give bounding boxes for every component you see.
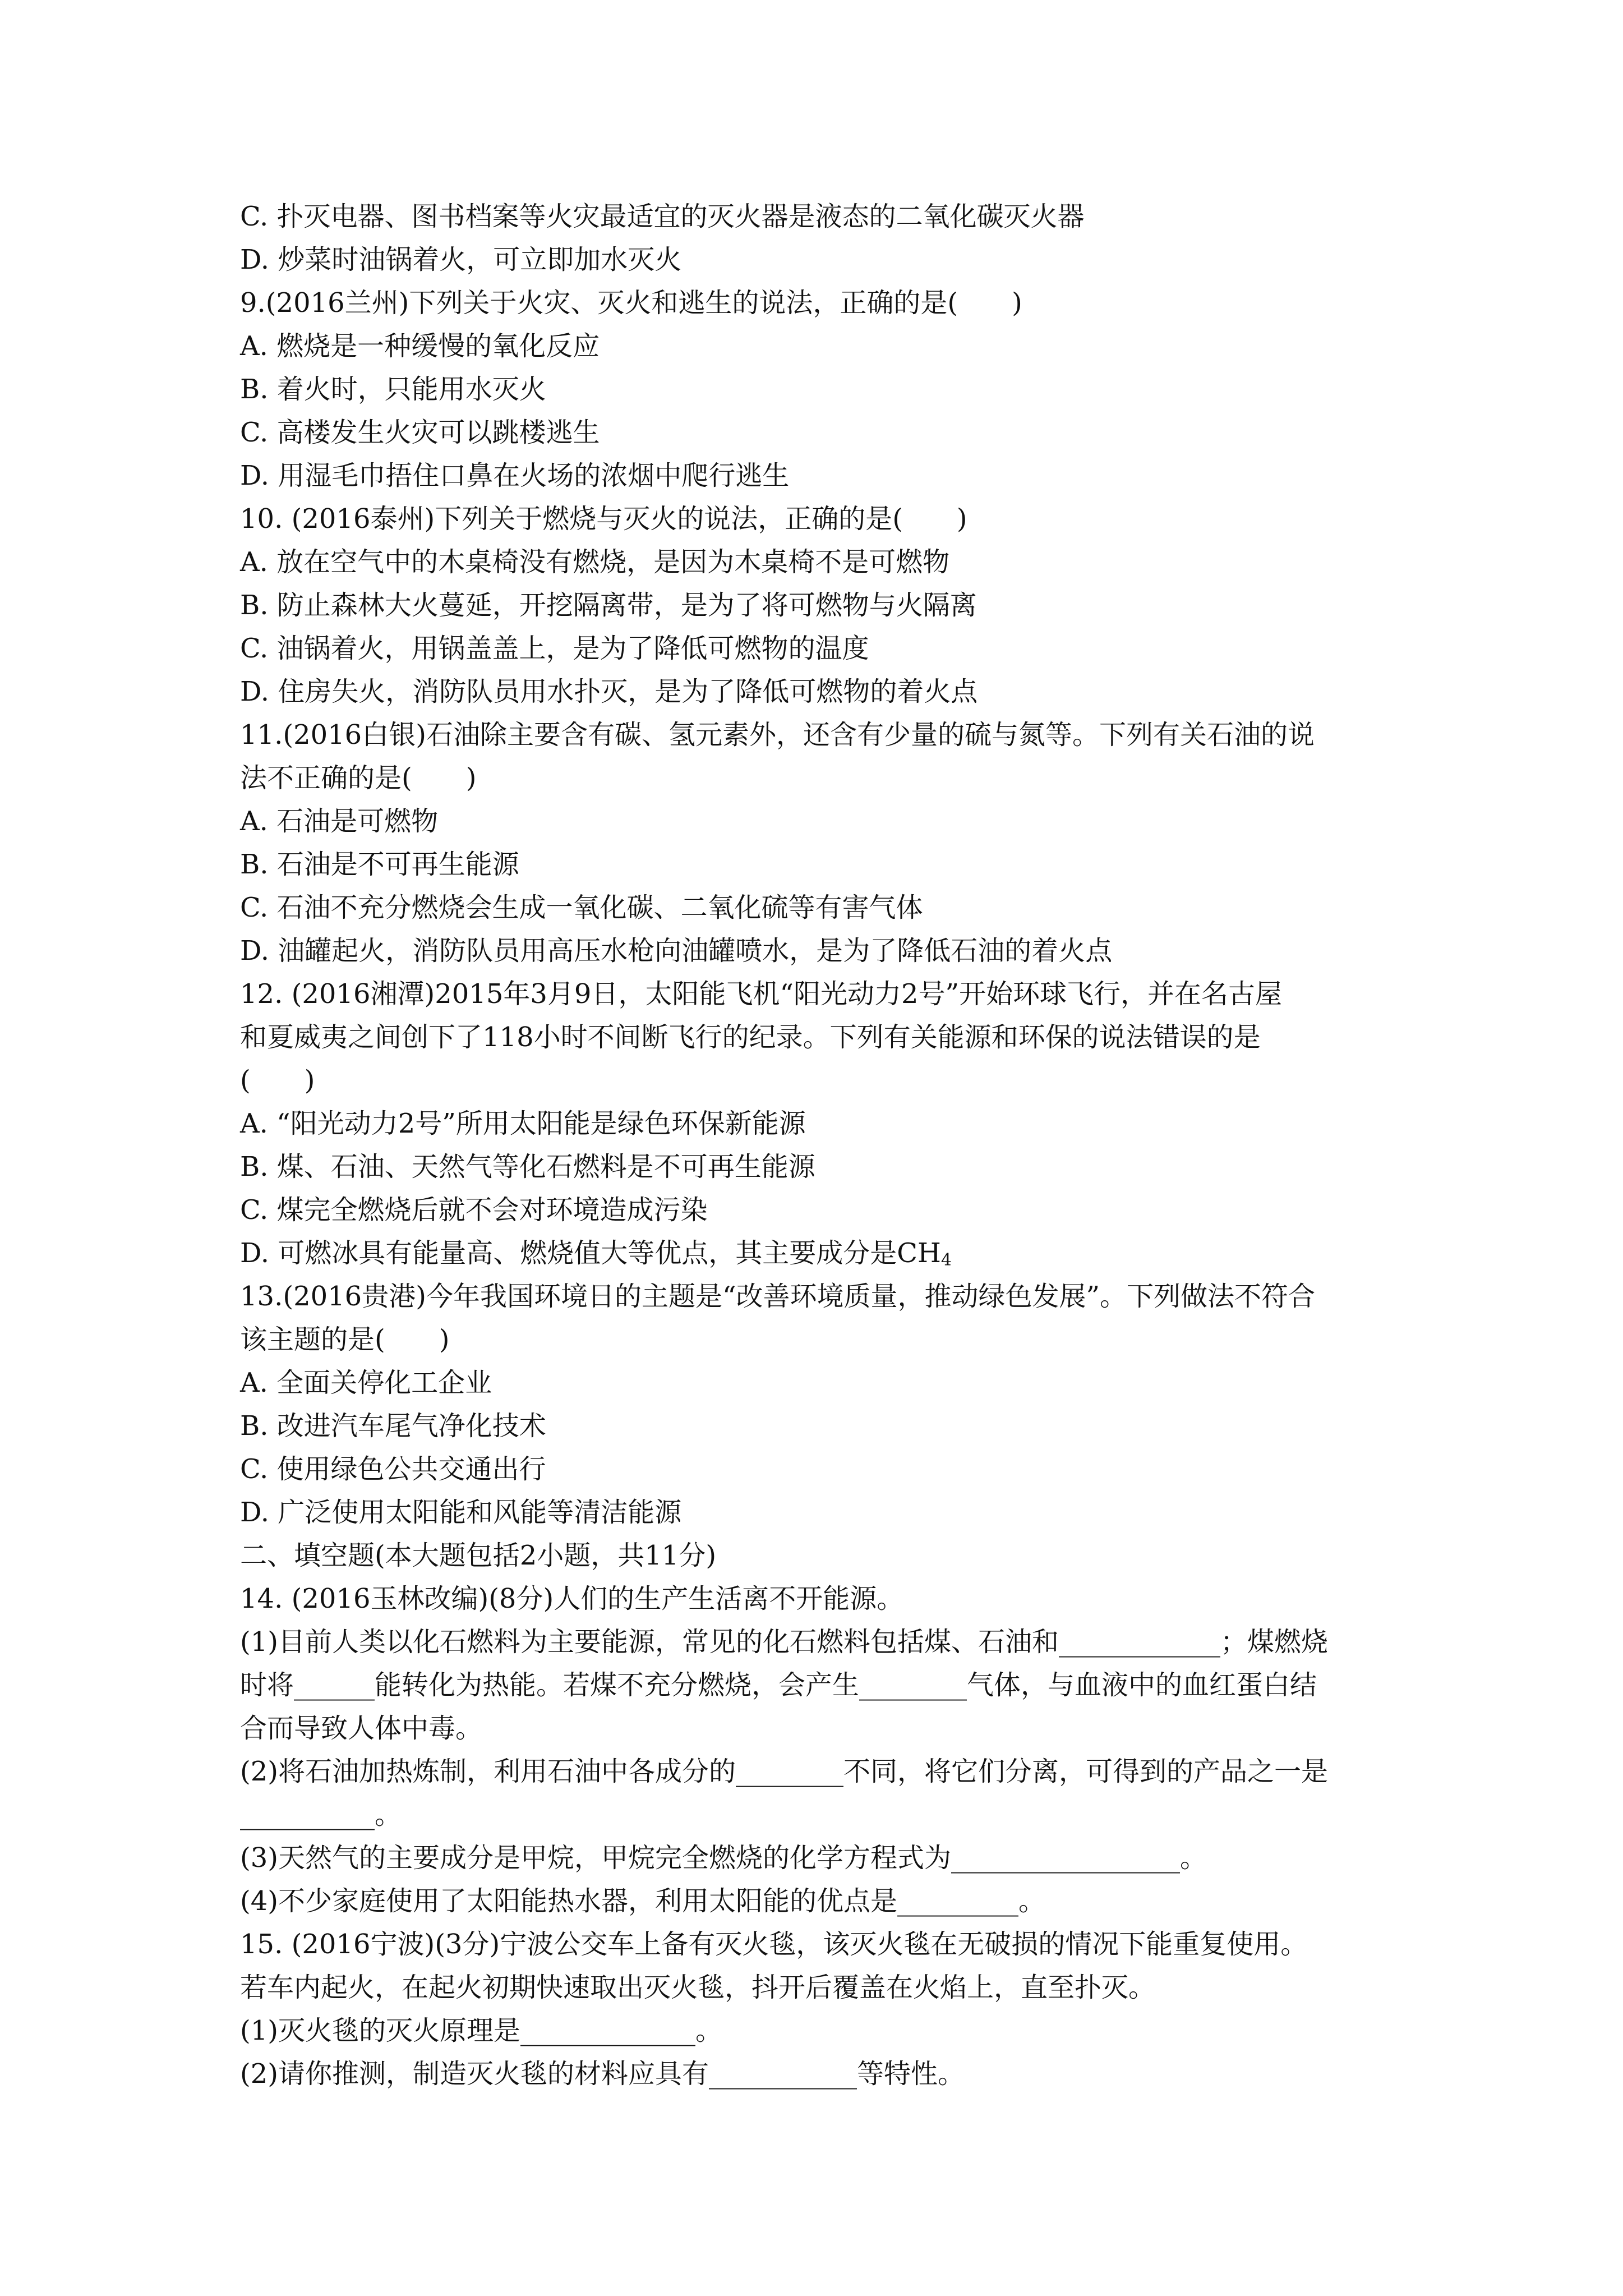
text-line: ( ) xyxy=(240,1065,315,1096)
text-line: 合而导致人体中毒。 xyxy=(240,1713,483,1744)
text-line: D. 油罐起火，消防队员用高压水枪向油罐喷水，是为了降低石油的着火点 xyxy=(240,935,1113,967)
text-line: 和夏威夷之间创下了118小时不间断飞行的纪录。下列有关能源和环保的说法错误的是 xyxy=(240,1022,1261,1053)
text-line: 11.(2016白银)石油除主要含有碳、氢元素外，还含有少量的硫与氮等。下列有关石油的说 xyxy=(240,719,1315,751)
text-line: 12. (2016湘潭)2015年3月9日，太阳能飞机“阳光动力2号”开始环球飞行，并在名古屋 xyxy=(240,978,1283,1010)
text-line: D. 用湿毛巾捂住口鼻在火场的浓烟中爬行逃生 xyxy=(240,460,790,491)
text-line: C. 扑灭电器、图书档案等火灾最适宜的灭火器是液态的二氧化碳灭火器 xyxy=(240,201,1085,232)
text-line: 该主题的是( ) xyxy=(240,1324,450,1355)
text-line: 15. (2016宁波)(3分)宁波公交车上备有灭火毯，该灭火毯在无破损的情况下能重复使用。 xyxy=(240,1929,1308,1960)
text-line: 10. (2016泰州)下列关于燃烧与灭火的说法，正确的是( ) xyxy=(240,503,967,535)
text-line: B. 石油是不可再生能源 xyxy=(240,849,519,880)
text-line: B. 改进汽车尾气净化技术 xyxy=(240,1410,546,1442)
text-line: A. 石油是可燃物 xyxy=(240,806,439,837)
text-line: C. 使用绿色公共交通出行 xyxy=(240,1453,546,1485)
text-line: A. 燃烧是一种缓慢的氧化反应 xyxy=(240,330,600,362)
text-line: D. 可燃冰具有能量高、燃烧值大等优点，其主要成分是$CH_4$ xyxy=(240,1237,952,1270)
text-line: B. 煤、石油、天然气等化石燃料是不可再生能源 xyxy=(240,1151,815,1182)
text-line: 若车内起火，在起火初期快速取出灭火毯，抖开后覆盖在火焰上，直至扑灭。 xyxy=(240,1972,1156,2003)
text-line: 二、填空题(本大题包括2小题，共11分) xyxy=(240,1540,717,1571)
text-line: 法不正确的是( ) xyxy=(240,762,477,794)
text-line: D. 炒菜时油锅着火，可立即加水灭火 xyxy=(240,244,682,275)
text-line: C. 高楼发生火灾可以跳楼逃生 xyxy=(240,417,600,448)
text-line: __________。 xyxy=(240,1799,402,1830)
text-line: D. 广泛使用太阳能和风能等清洁能源 xyxy=(240,1497,682,1528)
text-line: D. 住房失火，消防队员用水扑灭，是为了降低可燃物的着火点 xyxy=(240,676,978,707)
text-line: A. 放在空气中的木桌椅没有燃烧，是因为木桌椅不是可燃物 xyxy=(240,546,950,578)
text-line: C. 石油不充分燃烧会生成一氧化碳、二氧化硫等有害气体 xyxy=(240,892,923,923)
ch4-subscript: 4 xyxy=(940,1250,952,1270)
text-line: 时将______能转化为热能。若煤不充分燃烧，会产生________气体，与血液中的血红蛋白结 xyxy=(240,1669,1317,1701)
text-line: 13.(2016贵港)今年我国环境日的主题是“改善环境质量，推动绿色发展”。下列做法不符合 xyxy=(240,1281,1316,1312)
text-line: C. 煤完全燃烧后就不会对环境造成污染 xyxy=(240,1194,708,1226)
text-line: B. 防止森林大火蔓延，开挖隔离带，是为了将可燃物与火隔离 xyxy=(240,590,977,621)
text-line: (1)灭火毯的灭火原理是_____________。 xyxy=(240,2015,722,2046)
text-line: A. “阳光动力2号”所用太阳能是绿色环保新能源 xyxy=(240,1108,806,1139)
text-line: B. 着火时，只能用水灭火 xyxy=(240,374,546,405)
text-line: (1)目前人类以化石燃料为主要能源，常见的化石燃料包括煤、石油和____________；煤燃烧 xyxy=(240,1626,1328,1658)
text-line: (4)不少家庭使用了太阳能热水器，利用太阳能的优点是_________。 xyxy=(240,1885,1045,1917)
text-line: C. 油锅着火，用锅盖盖上，是为了降低可燃物的温度 xyxy=(240,633,869,664)
text-line: (3)天然气的主要成分是甲烷，甲烷完全燃烧的化学方程式为_________________。 xyxy=(240,1842,1207,1874)
text-line: 14. (2016玉林改编)(8分)人们的生产生活离不开能源。 xyxy=(240,1583,904,1614)
text-line: 9.(2016兰州)下列关于火灾、灭火和逃生的说法，正确的是( ) xyxy=(240,287,1022,319)
text-line: A. 全面关停化工企业 xyxy=(240,1367,492,1398)
text-line: (2)请你推测，制造灭火毯的材料应具有___________等特性。 xyxy=(240,2058,965,2090)
text-line: (2)将石油加热炼制，利用石油中各成分的________不同，将它们分离，可得到的产品之一是 xyxy=(240,1756,1328,1787)
